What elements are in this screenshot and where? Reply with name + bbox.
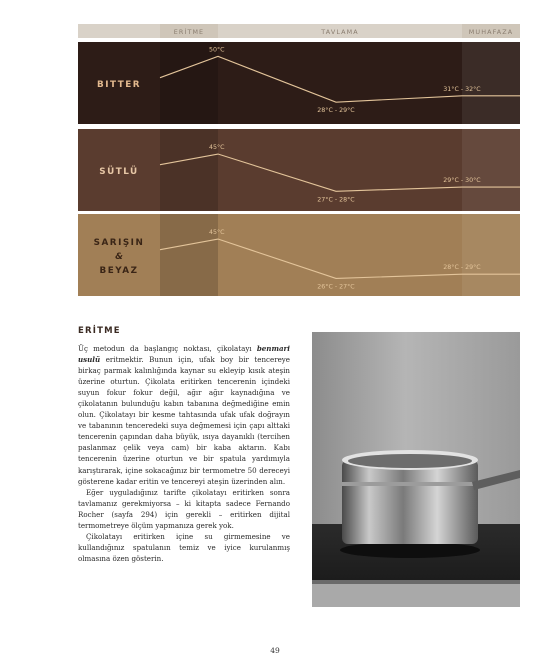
chart-series-group <box>78 42 520 296</box>
paragraph-text: Eğer uyguladığınız tarifte çikolatayı eritirken sonra tavlamanız gerekmiyorsa – ki kitapta sadece Fernando Rocher (sayfa 294) için gerekli – eritirken dijital termometreye ölçüm yapmanıza gerek yok. <box>78 487 290 530</box>
body-text <box>78 343 290 564</box>
phase-label: MUHAFAZA <box>468 28 514 36</box>
section-heading: ERİTME <box>78 326 121 336</box>
body-paragraph <box>78 531 290 564</box>
body-paragraph <box>78 487 290 531</box>
data-label: 31°C - 32°C <box>443 85 481 93</box>
phase-label: ERİTME <box>173 28 205 36</box>
data-label: 50°C <box>209 46 225 54</box>
data-label: 27°C - 28°C <box>317 196 355 204</box>
paragraph-text: eritmektir. Bunun için, ufak boy bir tencereye birkaç parmak kalınlığında kaynar su ekleyip kısık ateşin üzerine oturtun. Çikolata eritirken tencerenin içindeki suyun fokur fokur değil, ağır ağır kaynadığına ve çikolatanın bulunduğu kabın tabanına değmediğine emin olun. Çikolatayı bir kesme tahtasında ufak ufak doğrayın ve tabanının tenceredeki suya değmemesi için çapı alttaki tencerenin çapından daha büyük, ısıya dayanıklı (tercihen paslanmaz çelik veya cam) bir kaba aktarın. Kabı tencerenin üzerine oturtun ve bir spatula yardımıyla karıştırarak, içine sokacağınız bir termometre 50 dereceyi gösterene kadar eritin ve tencereyi ateşin üzerinden alın. <box>78 355 290 486</box>
body-paragraph <box>78 343 290 487</box>
data-label: 45°C <box>209 144 225 152</box>
series-name: SÜTLÜ <box>99 167 139 177</box>
band-phase-shade <box>160 129 218 211</box>
data-label: 28°C - 29°C <box>317 107 355 115</box>
band-phase-shade <box>160 42 218 124</box>
paragraph-text: Çikolatayı eritirken içine su girmemesine ve kullandığınız spatulanın temiz ve iyice kurulanmış olmasına özen gösterin. <box>78 531 290 563</box>
paragraph-text: Üç metodun da başlangıç noktası, çikolatayı <box>78 344 257 353</box>
series-name: SARIŞIN <box>93 238 145 248</box>
header-bar <box>78 24 520 38</box>
band-phase-shade <box>462 42 520 124</box>
band-background <box>78 129 520 211</box>
tempering-chart <box>0 0 550 300</box>
phase-label: TAVLAMA <box>321 28 359 36</box>
data-label: 45°C <box>209 229 225 237</box>
chart-phase-header <box>78 24 520 38</box>
band-phase-shade <box>462 214 520 296</box>
series-band <box>78 129 520 211</box>
band-phase-shade <box>462 129 520 211</box>
series-band <box>78 214 520 296</box>
band-phase-shade <box>160 214 218 296</box>
data-label: 26°C - 27°C <box>317 283 355 291</box>
emphasis-text: benmari usulü <box>78 344 290 365</box>
series-name: BEYAZ <box>99 266 139 276</box>
saucepan-photo <box>312 332 520 607</box>
band-background <box>78 42 520 124</box>
band-background <box>78 214 520 296</box>
series-name: & <box>115 252 123 262</box>
series-band <box>78 42 520 124</box>
data-label: 28°C - 29°C <box>443 264 481 272</box>
page-number: 49 <box>270 646 280 655</box>
data-label: 29°C - 30°C <box>443 177 481 185</box>
series-name: BITTER <box>97 80 141 90</box>
